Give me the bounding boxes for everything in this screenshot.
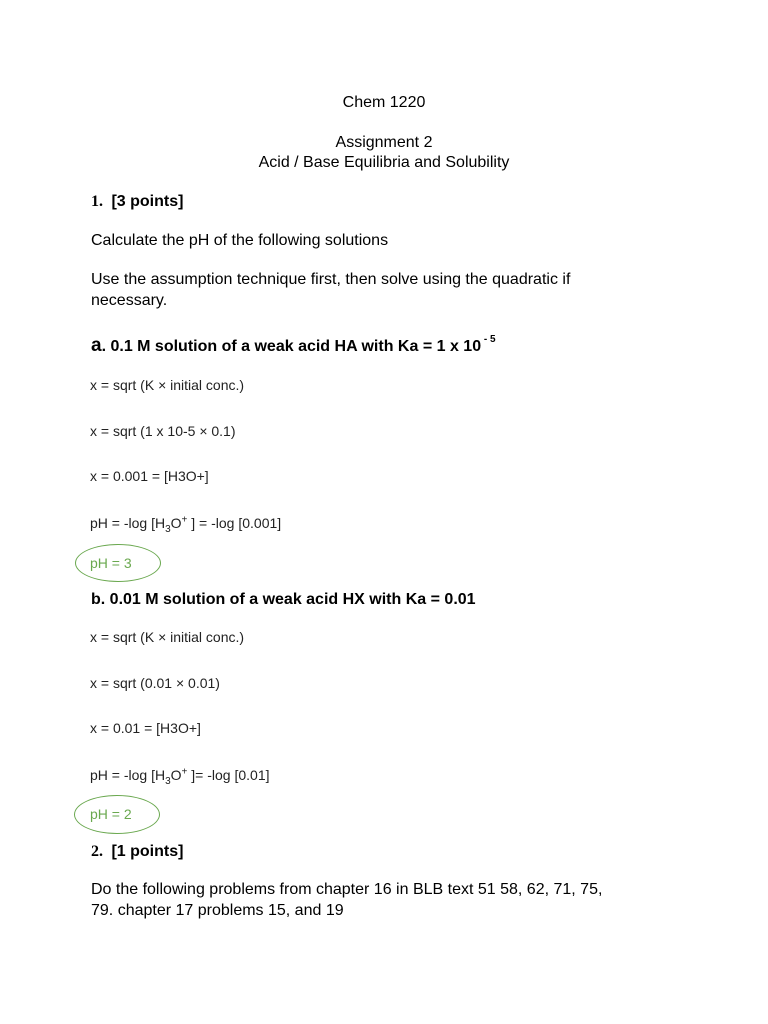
part-a-step-2: x = sqrt (1 x 10-5 × 0.1): [90, 423, 236, 439]
question-1-heading: [91, 193, 183, 211]
part-a-letter: a: [91, 335, 102, 356]
ph-eq-suffix: ]= -log [0.01]: [187, 767, 270, 783]
part-a-step-1: x = sqrt (K × initial conc.): [90, 377, 245, 393]
ph-eq-oxygen: O: [170, 767, 182, 783]
ph-eq-prefix: pH = -log [H: [90, 767, 166, 783]
ph-eq-superscript: +: [181, 766, 188, 778]
ph-eq-oxygen: O: [170, 515, 182, 531]
ph-eq-subscript: 3: [165, 775, 171, 787]
ph-eq-superscript: +: [181, 514, 188, 526]
part-a-heading: [91, 334, 496, 357]
part-b-heading: b. 0.01 M solution of a weak acid HX with Ka = 0.01: [91, 591, 476, 608]
part-b-step-1: x = sqrt (K × initial conc.): [90, 629, 245, 645]
question-2-points: [1 points]: [111, 843, 184, 860]
part-a-exponent: - 5: [481, 334, 496, 345]
assignment-title: Assignment 2: [335, 134, 433, 151]
assignment-topic: Acid / Base Equilibria and Solubility: [258, 154, 510, 171]
question-2-number: 2.: [91, 843, 103, 860]
part-a-ph-equation: [90, 514, 282, 535]
question-2-line1: Do the following problems from chapter 16 in BLB text 51 58, 62, 71, 75,: [91, 881, 603, 898]
ph-eq-subscript: 3: [165, 523, 171, 535]
question-1-note-line1: Use the assumption technique first, then solve using the quadratic if: [91, 271, 571, 288]
question-2-line2: 79. chapter 17 problems 15, and 19: [91, 902, 344, 919]
part-b-ph-equation: [90, 766, 270, 787]
question-1-number: 1.: [91, 193, 103, 210]
ph-eq-suffix: ] = -log [0.001]: [187, 515, 282, 531]
part-b-step-3: x = 0.01 = [H3O+]: [90, 720, 201, 736]
ph-eq-prefix: pH = -log [H: [90, 515, 166, 531]
part-b-step-2: x = sqrt (0.01 × 0.01): [90, 675, 220, 691]
course-title: Chem 1220: [342, 94, 426, 111]
question-2-heading: [91, 843, 183, 861]
question-1-instruction: Calculate the pH of the following solutions: [91, 232, 389, 249]
part-a-text: . 0.1 M solution of a weak acid HA with Ka = 1 x 10: [101, 338, 482, 355]
part-a-answer: pH = 3: [90, 555, 132, 571]
question-1-points: [3 points]: [111, 193, 184, 210]
part-a-step-3: x = 0.001 = [H3O+]: [90, 468, 209, 484]
question-1-note-line2: necessary.: [91, 292, 168, 309]
part-b-answer: pH = 2: [90, 806, 132, 822]
